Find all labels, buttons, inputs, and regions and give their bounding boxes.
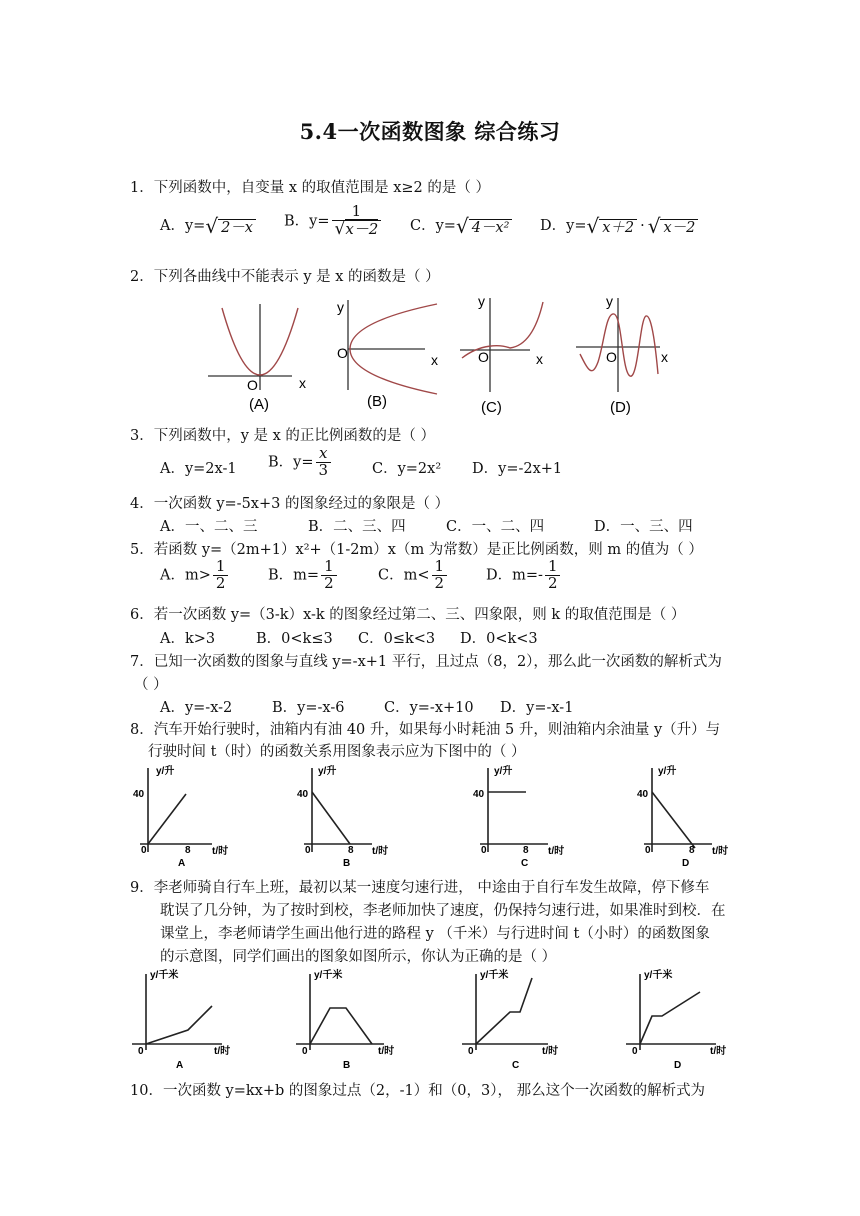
q2-b-origin: O [337, 345, 348, 361]
q5-c-prefix: C．m< [378, 567, 430, 584]
q2-b-x-label: x [431, 352, 438, 368]
q9-line-3: 课堂上，李老师请学生画出他行进的路程 y （千米）与行进时间 t（小时）的函数图象 [160, 926, 710, 942]
q3-b-fraction [316, 446, 332, 479]
q9-line-1: 9．李老师骑自行车上班，最初以某一速度匀速行进， 中途由于自行车发生故障，停下修车 [130, 880, 710, 896]
q8-a-x-label: t/时 [212, 846, 229, 857]
q4-stem: 4．一次函数 y=-5x+3 的图象经过的象限是（ ） [130, 496, 450, 512]
q2-d-y-label: y [606, 293, 613, 309]
q2-c-origin: O [478, 349, 489, 365]
q9-a-x-label: t/时 [214, 1046, 231, 1057]
q9-d-caption: D [674, 1060, 682, 1071]
q5-b-denominator: 2 [321, 575, 337, 592]
q3-b-prefix: B．y= [268, 454, 314, 471]
q8-c-origin: 0 [481, 845, 487, 856]
q8-a-y-label: y/升 [156, 766, 175, 777]
q1-option-b [284, 204, 383, 239]
q6-option-c: C．0≤k<3 [358, 631, 436, 647]
q1-option-a [160, 214, 256, 238]
q9-line-2: 耽误了几分钟，为了按时到校，李老师加快了速度，仍保持匀速行进，如果准时到校．在 [160, 903, 726, 919]
q2-graph-c [460, 293, 543, 416]
q8-c-x-tick: 8 [523, 845, 529, 856]
q2-b-caption: (B) [367, 393, 387, 410]
q5-d-prefix: D．m=- [486, 567, 543, 584]
q5-option-d [486, 559, 562, 592]
q9-c-origin: 0 [468, 1046, 474, 1057]
q1-d-radical-2: √ x－2 [648, 214, 699, 238]
q1-stem: 1．下列函数中，自变量 x 的取值范围是 x≥2 的是（ ） [130, 180, 490, 196]
q9-graph-a [132, 968, 230, 1071]
q2-graph-b [337, 299, 438, 410]
q7-option-c: C．y=-x+10 [384, 700, 474, 716]
q9-graph-b [296, 968, 394, 1071]
q8-figures [0, 762, 860, 872]
q2-c-x-label: x [536, 351, 543, 367]
q5-c-denominator: 2 [432, 575, 448, 592]
q8-graph-d [637, 764, 728, 869]
q2-d-curve [580, 314, 658, 376]
q2-a-caption: (A) [249, 396, 269, 413]
q6-option-a: A．k>3 [160, 631, 216, 647]
q2-c-caption: (C) [481, 399, 502, 416]
q1-a-radicand: 2－x [218, 219, 256, 236]
q5-option-a [160, 559, 230, 592]
q4-option-c: C．一、二、四 [446, 519, 545, 535]
q2-d-x-label: x [661, 349, 668, 365]
q2-c-y-label: y [478, 293, 485, 309]
q6-option-d: D．0<k<3 [460, 631, 538, 647]
q1-d-radicand-1: x＋2 [599, 219, 637, 236]
q8-d-x-tick: 8 [689, 845, 695, 856]
q5-d-fraction [545, 559, 561, 592]
q7-option-a: A．y=-x-2 [160, 700, 233, 716]
q9-line-4: 的示意图，同学们画出的图象如图所示，你认为正确的是（ ） [160, 949, 557, 965]
q1-b-prefix: B．y= [284, 213, 330, 230]
q8-d-caption: D [682, 858, 690, 869]
q9-d-y-label: y/千米 [644, 970, 673, 981]
q3-option-d: D．y=-2x+1 [472, 461, 563, 477]
q5-a-fraction [213, 559, 229, 592]
q5-b-numerator: 1 [324, 557, 334, 575]
q8-stem-cont: 行驶时间 t（时）的函数关系用图象表示应为下图中的（ ） [148, 744, 526, 760]
q1-c-radicand: 4－x² [469, 219, 513, 236]
q2-graph-a [208, 304, 306, 413]
q9-graph-d [626, 968, 726, 1071]
q8-a-x-tick: 8 [185, 845, 191, 856]
q6-stem: 6．若一次函数 y=（3-k）x-k 的图象经过第二、三、四象限，则 k 的取值范围是（ ） [130, 607, 686, 623]
q8-b-x-tick: 8 [348, 845, 354, 856]
q5-c-numerator: 1 [434, 557, 445, 575]
q9-a-y-label: y/千米 [150, 970, 179, 981]
q9-d-path [640, 992, 700, 1044]
q5-d-denominator: 2 [545, 575, 561, 592]
q8-b-line [312, 792, 350, 844]
q8-b-origin: 0 [305, 845, 311, 856]
q8-b-caption: B [343, 858, 351, 869]
q8-d-line [652, 792, 695, 848]
q9-b-x-label: t/时 [378, 1046, 395, 1057]
q1-a-radical: √ 2－x [205, 214, 256, 238]
q2-stem: 2．下列各曲线中不能表示 y 是 x 的函数是（ ） [130, 269, 440, 285]
q3-option-b [268, 446, 333, 479]
q8-d-origin: 0 [645, 845, 651, 856]
q5-a-numerator: 1 [215, 557, 226, 575]
q2-a-x-label: x [299, 375, 306, 391]
q2-graph-d [576, 293, 668, 416]
q8-d-y-label: y/升 [658, 766, 677, 777]
q9-b-path [310, 1008, 372, 1044]
q9-d-x-label: t/时 [710, 1046, 727, 1057]
q9-graph-c [462, 968, 558, 1071]
q8-b-x-label: t/时 [372, 846, 389, 857]
q1-option-c [410, 214, 512, 238]
q5-stem: 5．若函数 y=（2m+1）x²+（1-2m）x（m 为常数）是正比例函数，则 m 的值为（ ） [130, 542, 703, 558]
q8-d-y-tick: 40 [637, 789, 649, 800]
q1-option-d [540, 214, 698, 238]
q9-a-origin: 0 [138, 1046, 144, 1057]
q4-option-b: B．二、三、四 [308, 519, 406, 535]
q7-stem-cont: （ ） [134, 677, 168, 693]
q7-stem: 7．已知一次函数的图象与直线 y=-x+1 平行，且过点（8，2），那么此一次函数的解析式为 [130, 654, 722, 670]
q3-option-c: C．y=2x² [372, 461, 442, 477]
q3-b-numerator: x [319, 444, 328, 462]
q2-d-origin: O [606, 349, 617, 365]
q5-d-numerator: 1 [547, 557, 558, 575]
q1-a-prefix: A．y= [160, 218, 206, 234]
q5-a-prefix: A．m> [160, 567, 211, 584]
q5-option-b [268, 559, 339, 592]
q8-graph-c [473, 764, 564, 869]
q2-a-origin: O [247, 377, 258, 393]
q9-c-caption: C [512, 1060, 520, 1071]
q2-figures [0, 292, 860, 422]
q5-b-prefix: B．m= [268, 567, 320, 584]
q1-d-dot: · [640, 218, 645, 234]
q1-d-radicand-2: x－2 [660, 219, 698, 236]
q1-d-prefix: D．y= [540, 218, 587, 234]
q8-c-caption: C [521, 858, 529, 869]
q5-c-fraction [432, 559, 448, 592]
q1-c-prefix: C．y= [410, 218, 456, 234]
q9-a-path [146, 1006, 212, 1044]
page-title: 5.4一次函数图象 综合练习 [299, 119, 561, 144]
q4-option-d: D．一、三、四 [594, 519, 693, 535]
q9-b-y-label: y/千米 [314, 970, 343, 981]
q7-option-d: D．y=-x-1 [500, 700, 574, 716]
q8-b-y-tick: 40 [297, 789, 309, 800]
q8-a-origin: 0 [141, 845, 147, 856]
q8-c-x-label: t/时 [548, 846, 565, 857]
q1-b-numerator: 1 [351, 202, 362, 220]
q9-c-y-label: y/千米 [480, 970, 509, 981]
q4-option-a: A．一、二、三 [160, 519, 258, 535]
q9-b-origin: 0 [302, 1046, 308, 1057]
q9-c-path [476, 978, 532, 1044]
q8-a-line [148, 794, 186, 844]
q8-c-y-tick: 40 [473, 789, 485, 800]
q1-c-radical: √ 4－x² [456, 214, 512, 238]
q3-b-denominator: 3 [316, 462, 332, 479]
q8-stem: 8．汽车开始行驶时，油箱内有油 40 升，如果每小时耗油 5 升，则油箱内余油量 y（升）与 [130, 722, 721, 738]
q8-a-caption: A [178, 858, 186, 869]
q8-graph-b [297, 764, 388, 869]
q1-b-fraction [332, 204, 382, 239]
q8-c-y-label: y/升 [494, 766, 513, 777]
q6-option-b: B．0<k≤3 [256, 631, 333, 647]
q8-graph-a [133, 764, 228, 869]
q3-option-a: A．y=2x-1 [160, 461, 237, 477]
q8-b-y-label: y/升 [318, 766, 337, 777]
q5-option-c [378, 559, 449, 592]
q5-b-fraction [321, 559, 337, 592]
q2-b-y-label: y [337, 299, 344, 315]
q9-d-origin: 0 [632, 1046, 638, 1057]
q1-d-radical-1: √ x＋2 [586, 214, 637, 238]
q3-stem: 3．下列函数中，y 是 x 的正比例函数的是（ ） [130, 428, 436, 444]
q1-b-denominator: √x－2 [332, 220, 382, 239]
q9-a-caption: A [176, 1060, 184, 1071]
q8-a-y-tick: 40 [133, 789, 145, 800]
q9-b-caption: B [343, 1060, 351, 1071]
q9-figures [0, 964, 860, 1074]
q1-b-denominator-text: x－2 [345, 219, 379, 238]
q8-d-x-label: t/时 [712, 846, 729, 857]
q7-option-b: B．y=-x-6 [272, 700, 345, 716]
q2-d-caption: (D) [610, 399, 631, 416]
q10-stem: 10．一次函数 y=kx+b 的图象过点（2，-1）和（0，3）， 那么这个一次函数的解析式为 [130, 1083, 706, 1099]
q9-c-x-label: t/时 [542, 1046, 559, 1057]
q5-a-denominator: 2 [213, 575, 229, 592]
